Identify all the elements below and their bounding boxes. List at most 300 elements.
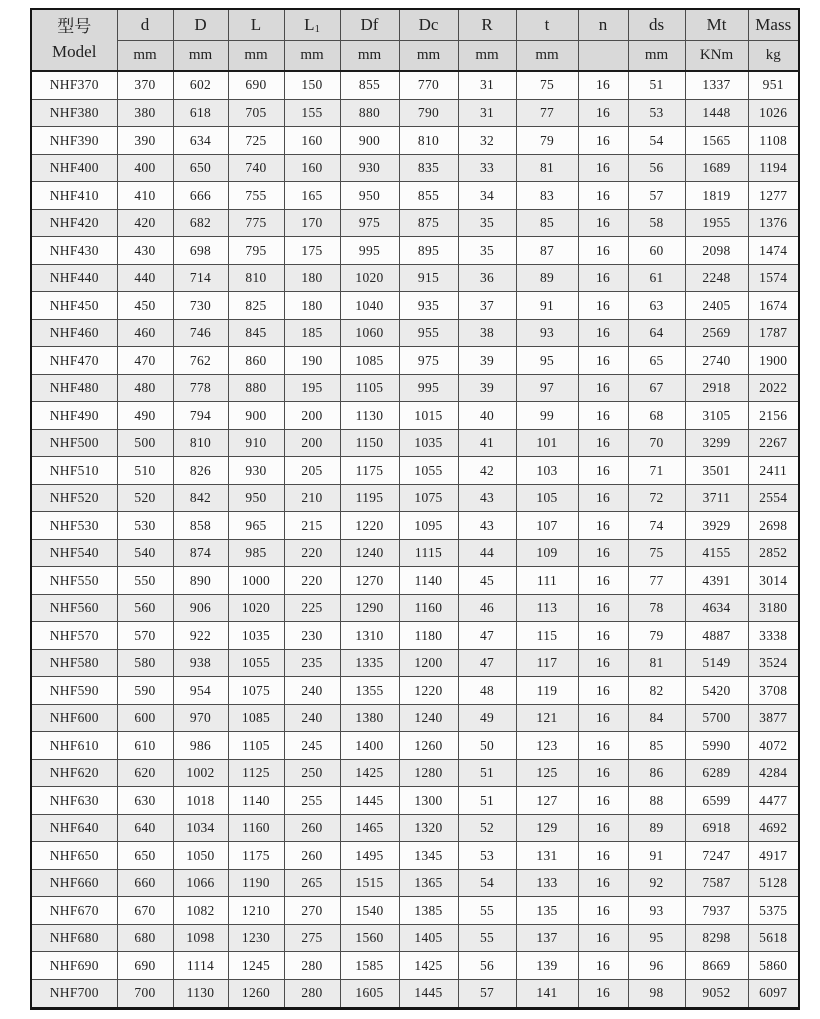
model-cell: NHF420 xyxy=(31,209,117,237)
data-cell-L1: 180 xyxy=(284,264,340,292)
data-cell-R: 36 xyxy=(458,264,516,292)
data-cell-D: 650 xyxy=(173,154,228,182)
data-cell-d: 680 xyxy=(117,924,173,952)
data-cell-L1: 160 xyxy=(284,127,340,155)
data-cell-Mt: 6918 xyxy=(685,814,748,842)
data-cell-Mt: 1565 xyxy=(685,127,748,155)
data-cell-Df: 1040 xyxy=(340,292,399,320)
data-cell-Mt: 5700 xyxy=(685,704,748,732)
table-row xyxy=(31,154,799,182)
data-cell-L1: 250 xyxy=(284,759,340,787)
column-unit-R: mm xyxy=(458,40,516,71)
column-header-Df xyxy=(340,9,399,40)
table-row xyxy=(31,759,799,787)
data-cell-t: 103 xyxy=(516,457,578,485)
table-row xyxy=(31,182,799,210)
data-cell-n: 16 xyxy=(578,539,628,567)
data-cell-L1: 280 xyxy=(284,952,340,980)
data-cell-Mt: 3711 xyxy=(685,484,748,512)
data-cell-Dc: 1425 xyxy=(399,952,458,980)
data-cell-Mass: 2022 xyxy=(748,374,799,402)
data-cell-L1: 175 xyxy=(284,237,340,265)
data-cell-t: 113 xyxy=(516,594,578,622)
data-cell-Dc: 1035 xyxy=(399,429,458,457)
column-header-Mass xyxy=(748,9,799,40)
data-cell-t: 123 xyxy=(516,732,578,760)
data-cell-d: 520 xyxy=(117,484,173,512)
data-cell-t: 111 xyxy=(516,567,578,595)
data-cell-D: 890 xyxy=(173,567,228,595)
column-unit-ds: mm xyxy=(628,40,685,71)
data-cell-Dc: 1365 xyxy=(399,869,458,897)
table-row xyxy=(31,787,799,815)
data-cell-L: 1000 xyxy=(228,567,284,595)
data-cell-L: 1035 xyxy=(228,622,284,650)
data-cell-Mt: 4155 xyxy=(685,539,748,567)
data-cell-Mt: 9052 xyxy=(685,979,748,1008)
data-cell-Df: 1290 xyxy=(340,594,399,622)
data-cell-t: 129 xyxy=(516,814,578,842)
data-cell-Mt: 1955 xyxy=(685,209,748,237)
table-row xyxy=(31,539,799,567)
column-label: ds xyxy=(648,14,665,34)
data-cell-L: 810 xyxy=(228,264,284,292)
data-cell-ds: 88 xyxy=(628,787,685,815)
data-cell-D: 922 xyxy=(173,622,228,650)
data-cell-t: 119 xyxy=(516,677,578,705)
data-cell-t: 127 xyxy=(516,787,578,815)
data-cell-L: 1125 xyxy=(228,759,284,787)
column-header-L1 xyxy=(284,9,340,40)
data-cell-t: 141 xyxy=(516,979,578,1008)
table-row xyxy=(31,484,799,512)
data-cell-ds: 98 xyxy=(628,979,685,1008)
data-cell-D: 826 xyxy=(173,457,228,485)
data-cell-d: 700 xyxy=(117,979,173,1008)
data-cell-R: 52 xyxy=(458,814,516,842)
data-cell-Df: 1105 xyxy=(340,374,399,402)
data-cell-ds: 58 xyxy=(628,209,685,237)
data-cell-d: 500 xyxy=(117,429,173,457)
data-cell-D: 634 xyxy=(173,127,228,155)
data-cell-Mass: 1900 xyxy=(748,347,799,375)
table-row xyxy=(31,402,799,430)
data-cell-n: 16 xyxy=(578,99,628,127)
data-cell-D: 746 xyxy=(173,319,228,347)
model-cell: NHF600 xyxy=(31,704,117,732)
data-cell-Df: 1060 xyxy=(340,319,399,347)
data-cell-L: 825 xyxy=(228,292,284,320)
data-cell-R: 35 xyxy=(458,209,516,237)
data-cell-Df: 930 xyxy=(340,154,399,182)
model-cell: NHF590 xyxy=(31,677,117,705)
data-cell-t: 89 xyxy=(516,264,578,292)
column-unit-Mass: kg xyxy=(748,40,799,71)
data-cell-Dc: 1140 xyxy=(399,567,458,595)
data-cell-n: 16 xyxy=(578,897,628,925)
data-cell-R: 40 xyxy=(458,402,516,430)
data-cell-Mt: 1448 xyxy=(685,99,748,127)
data-cell-L: 1085 xyxy=(228,704,284,732)
data-cell-t: 107 xyxy=(516,512,578,540)
data-cell-L1: 245 xyxy=(284,732,340,760)
data-cell-Df: 1240 xyxy=(340,539,399,567)
table-row xyxy=(31,622,799,650)
data-cell-d: 630 xyxy=(117,787,173,815)
table-row xyxy=(31,99,799,127)
table-row xyxy=(31,704,799,732)
data-cell-Mass: 1787 xyxy=(748,319,799,347)
data-cell-Mass: 1108 xyxy=(748,127,799,155)
data-cell-L1: 240 xyxy=(284,677,340,705)
table-header xyxy=(31,9,799,71)
data-cell-L: 740 xyxy=(228,154,284,182)
data-cell-ds: 92 xyxy=(628,869,685,897)
data-cell-Df: 950 xyxy=(340,182,399,210)
model-cell: NHF650 xyxy=(31,842,117,870)
column-header-D xyxy=(173,9,228,40)
data-cell-D: 1034 xyxy=(173,814,228,842)
data-cell-Df: 855 xyxy=(340,71,399,99)
data-cell-L: 725 xyxy=(228,127,284,155)
data-cell-R: 51 xyxy=(458,787,516,815)
data-cell-L1: 155 xyxy=(284,99,340,127)
data-cell-D: 1114 xyxy=(173,952,228,980)
data-cell-d: 470 xyxy=(117,347,173,375)
column-unit-Df: mm xyxy=(340,40,399,71)
data-cell-Df: 1605 xyxy=(340,979,399,1008)
data-cell-R: 44 xyxy=(458,539,516,567)
data-cell-Mass: 4284 xyxy=(748,759,799,787)
table-row xyxy=(31,319,799,347)
data-cell-D: 618 xyxy=(173,99,228,127)
data-cell-ds: 64 xyxy=(628,319,685,347)
column-label: t xyxy=(544,14,550,34)
data-cell-L1: 165 xyxy=(284,182,340,210)
column-label: n xyxy=(598,14,608,34)
data-cell-L: 985 xyxy=(228,539,284,567)
data-cell-Mt: 3929 xyxy=(685,512,748,540)
data-cell-n: 16 xyxy=(578,814,628,842)
model-cell: NHF380 xyxy=(31,99,117,127)
data-cell-Dc: 1385 xyxy=(399,897,458,925)
data-cell-Dc: 1405 xyxy=(399,924,458,952)
data-cell-d: 490 xyxy=(117,402,173,430)
model-cell: NHF390 xyxy=(31,127,117,155)
data-cell-Mass: 4072 xyxy=(748,732,799,760)
data-cell-Mt: 2405 xyxy=(685,292,748,320)
data-cell-D: 1050 xyxy=(173,842,228,870)
data-cell-Mass: 4917 xyxy=(748,842,799,870)
data-cell-t: 97 xyxy=(516,374,578,402)
data-cell-t: 91 xyxy=(516,292,578,320)
data-cell-Mt: 7937 xyxy=(685,897,748,925)
data-cell-n: 16 xyxy=(578,704,628,732)
model-cell: NHF430 xyxy=(31,237,117,265)
column-label: R xyxy=(481,14,493,34)
data-cell-t: 121 xyxy=(516,704,578,732)
data-cell-t: 85 xyxy=(516,209,578,237)
data-cell-L1: 190 xyxy=(284,347,340,375)
data-cell-t: 115 xyxy=(516,622,578,650)
data-cell-d: 540 xyxy=(117,539,173,567)
data-cell-t: 87 xyxy=(516,237,578,265)
data-cell-t: 77 xyxy=(516,99,578,127)
model-cell: NHF670 xyxy=(31,897,117,925)
data-cell-d: 600 xyxy=(117,704,173,732)
data-cell-d: 650 xyxy=(117,842,173,870)
data-cell-d: 460 xyxy=(117,319,173,347)
data-cell-n: 16 xyxy=(578,374,628,402)
data-cell-D: 858 xyxy=(173,512,228,540)
model-cell: NHF620 xyxy=(31,759,117,787)
table-row xyxy=(31,347,799,375)
data-cell-n: 16 xyxy=(578,457,628,485)
data-cell-Dc: 1240 xyxy=(399,704,458,732)
data-cell-d: 510 xyxy=(117,457,173,485)
data-cell-d: 380 xyxy=(117,99,173,127)
column-header-t xyxy=(516,9,578,40)
table-row xyxy=(31,429,799,457)
data-cell-t: 137 xyxy=(516,924,578,952)
data-cell-Df: 900 xyxy=(340,127,399,155)
column-label: L xyxy=(250,14,262,34)
data-cell-L1: 210 xyxy=(284,484,340,512)
data-cell-Dc: 1115 xyxy=(399,539,458,567)
data-cell-ds: 93 xyxy=(628,897,685,925)
data-cell-n: 16 xyxy=(578,567,628,595)
data-cell-Dc: 1320 xyxy=(399,814,458,842)
data-cell-t: 135 xyxy=(516,897,578,925)
data-cell-n: 16 xyxy=(578,732,628,760)
data-cell-R: 55 xyxy=(458,897,516,925)
data-cell-Df: 1540 xyxy=(340,897,399,925)
data-cell-n: 16 xyxy=(578,209,628,237)
data-cell-Mt: 2740 xyxy=(685,347,748,375)
data-cell-Dc: 810 xyxy=(399,127,458,155)
data-cell-R: 45 xyxy=(458,567,516,595)
data-cell-L: 860 xyxy=(228,347,284,375)
table-row xyxy=(31,127,799,155)
table-row xyxy=(31,677,799,705)
model-cell: NHF450 xyxy=(31,292,117,320)
data-cell-t: 139 xyxy=(516,952,578,980)
model-cell: NHF400 xyxy=(31,154,117,182)
data-cell-R: 39 xyxy=(458,374,516,402)
column-header-model xyxy=(31,9,117,71)
model-cell: NHF370 xyxy=(31,71,117,99)
data-cell-L: 930 xyxy=(228,457,284,485)
model-cell: NHF660 xyxy=(31,869,117,897)
column-header-ds xyxy=(628,9,685,40)
data-cell-L1: 215 xyxy=(284,512,340,540)
data-cell-Df: 1355 xyxy=(340,677,399,705)
data-cell-L1: 195 xyxy=(284,374,340,402)
data-cell-Mass: 2156 xyxy=(748,402,799,430)
data-cell-R: 33 xyxy=(458,154,516,182)
data-cell-Df: 1150 xyxy=(340,429,399,457)
data-cell-D: 938 xyxy=(173,649,228,677)
data-cell-d: 570 xyxy=(117,622,173,650)
data-cell-Df: 1020 xyxy=(340,264,399,292)
column-header-L xyxy=(228,9,284,40)
data-cell-ds: 89 xyxy=(628,814,685,842)
data-cell-d: 640 xyxy=(117,814,173,842)
column-label: d xyxy=(140,14,150,34)
data-cell-Mass: 951 xyxy=(748,71,799,99)
data-cell-ds: 57 xyxy=(628,182,685,210)
data-cell-Dc: 855 xyxy=(399,182,458,210)
header-unit-row xyxy=(31,40,799,71)
table-row xyxy=(31,567,799,595)
table-row xyxy=(31,237,799,265)
data-cell-Mass: 1674 xyxy=(748,292,799,320)
data-cell-Dc: 895 xyxy=(399,237,458,265)
data-cell-ds: 82 xyxy=(628,677,685,705)
data-cell-Df: 1310 xyxy=(340,622,399,650)
data-cell-L: 900 xyxy=(228,402,284,430)
data-cell-D: 1098 xyxy=(173,924,228,952)
data-cell-ds: 96 xyxy=(628,952,685,980)
data-cell-n: 16 xyxy=(578,347,628,375)
data-cell-d: 440 xyxy=(117,264,173,292)
data-cell-Mass: 4477 xyxy=(748,787,799,815)
data-cell-L1: 230 xyxy=(284,622,340,650)
data-cell-D: 666 xyxy=(173,182,228,210)
data-cell-R: 43 xyxy=(458,512,516,540)
data-cell-Dc: 1180 xyxy=(399,622,458,650)
data-cell-ds: 74 xyxy=(628,512,685,540)
data-cell-t: 83 xyxy=(516,182,578,210)
data-cell-L: 795 xyxy=(228,237,284,265)
table-row xyxy=(31,594,799,622)
table-row xyxy=(31,209,799,237)
data-cell-ds: 81 xyxy=(628,649,685,677)
data-cell-t: 81 xyxy=(516,154,578,182)
data-cell-Mass: 5618 xyxy=(748,924,799,952)
data-cell-R: 46 xyxy=(458,594,516,622)
data-cell-L1: 180 xyxy=(284,292,340,320)
data-cell-Dc: 1345 xyxy=(399,842,458,870)
data-cell-t: 79 xyxy=(516,127,578,155)
data-cell-Dc: 1260 xyxy=(399,732,458,760)
data-cell-ds: 61 xyxy=(628,264,685,292)
data-cell-D: 762 xyxy=(173,347,228,375)
data-cell-Dc: 915 xyxy=(399,264,458,292)
model-cell: NHF550 xyxy=(31,567,117,595)
data-cell-d: 620 xyxy=(117,759,173,787)
data-cell-n: 16 xyxy=(578,787,628,815)
data-cell-n: 16 xyxy=(578,182,628,210)
data-cell-n: 16 xyxy=(578,429,628,457)
data-cell-L1: 265 xyxy=(284,869,340,897)
data-cell-n: 16 xyxy=(578,869,628,897)
data-cell-Mt: 7587 xyxy=(685,869,748,897)
data-cell-L: 1160 xyxy=(228,814,284,842)
data-cell-Dc: 1220 xyxy=(399,677,458,705)
data-cell-Mass: 2554 xyxy=(748,484,799,512)
data-cell-Df: 1270 xyxy=(340,567,399,595)
column-header-Mt xyxy=(685,9,748,40)
data-cell-t: 131 xyxy=(516,842,578,870)
data-cell-d: 550 xyxy=(117,567,173,595)
data-cell-ds: 85 xyxy=(628,732,685,760)
model-cell: NHF640 xyxy=(31,814,117,842)
data-cell-D: 1082 xyxy=(173,897,228,925)
column-unit-n xyxy=(578,40,628,71)
data-cell-L: 1075 xyxy=(228,677,284,705)
data-cell-t: 125 xyxy=(516,759,578,787)
data-cell-t: 101 xyxy=(516,429,578,457)
data-cell-ds: 86 xyxy=(628,759,685,787)
column-header-n xyxy=(578,9,628,40)
column-label-subscript: 1 xyxy=(314,23,320,35)
data-cell-Mt: 2098 xyxy=(685,237,748,265)
data-cell-Df: 1400 xyxy=(340,732,399,760)
data-cell-d: 560 xyxy=(117,594,173,622)
data-cell-L: 1230 xyxy=(228,924,284,952)
data-cell-ds: 95 xyxy=(628,924,685,952)
data-cell-Mt: 4887 xyxy=(685,622,748,650)
column-label: Mass xyxy=(755,14,792,34)
data-cell-t: 75 xyxy=(516,71,578,99)
data-cell-L: 1140 xyxy=(228,787,284,815)
data-cell-R: 54 xyxy=(458,869,516,897)
data-cell-Dc: 1160 xyxy=(399,594,458,622)
model-header-en: Model xyxy=(52,42,97,61)
data-cell-D: 730 xyxy=(173,292,228,320)
data-cell-Mass: 2267 xyxy=(748,429,799,457)
data-cell-n: 16 xyxy=(578,924,628,952)
data-cell-L1: 280 xyxy=(284,979,340,1008)
data-cell-Mass: 1376 xyxy=(748,209,799,237)
data-cell-D: 842 xyxy=(173,484,228,512)
data-cell-Mass: 3708 xyxy=(748,677,799,705)
data-cell-D: 698 xyxy=(173,237,228,265)
data-cell-Mass: 6097 xyxy=(748,979,799,1008)
data-cell-n: 16 xyxy=(578,292,628,320)
data-cell-L1: 255 xyxy=(284,787,340,815)
data-cell-ds: 54 xyxy=(628,127,685,155)
data-cell-n: 16 xyxy=(578,154,628,182)
data-cell-L1: 205 xyxy=(284,457,340,485)
data-cell-L1: 160 xyxy=(284,154,340,182)
column-label: Df xyxy=(360,14,379,34)
data-cell-Mass: 5860 xyxy=(748,952,799,980)
column-unit-Dc: mm xyxy=(399,40,458,71)
data-cell-D: 794 xyxy=(173,402,228,430)
data-cell-ds: 91 xyxy=(628,842,685,870)
data-cell-d: 670 xyxy=(117,897,173,925)
data-cell-Mt: 6599 xyxy=(685,787,748,815)
data-cell-d: 390 xyxy=(117,127,173,155)
data-cell-D: 1130 xyxy=(173,979,228,1008)
data-cell-Dc: 955 xyxy=(399,319,458,347)
data-cell-n: 16 xyxy=(578,594,628,622)
column-label: Dc xyxy=(418,14,439,34)
column-unit-L: mm xyxy=(228,40,284,71)
data-cell-t: 105 xyxy=(516,484,578,512)
data-cell-Df: 1220 xyxy=(340,512,399,540)
data-cell-L1: 150 xyxy=(284,71,340,99)
data-cell-ds: 65 xyxy=(628,347,685,375)
data-cell-L1: 225 xyxy=(284,594,340,622)
data-cell-ds: 68 xyxy=(628,402,685,430)
data-cell-Df: 1425 xyxy=(340,759,399,787)
data-cell-D: 778 xyxy=(173,374,228,402)
model-cell: NHF570 xyxy=(31,622,117,650)
data-cell-Dc: 770 xyxy=(399,71,458,99)
